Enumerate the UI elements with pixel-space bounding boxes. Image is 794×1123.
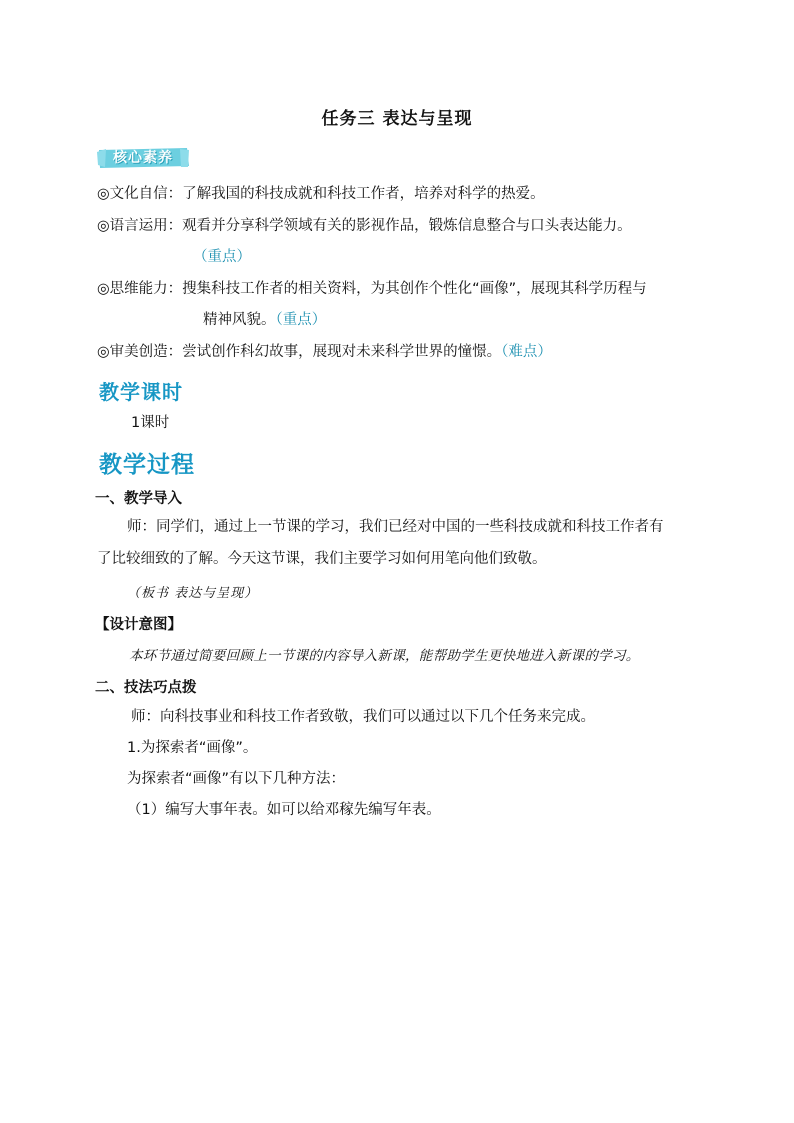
intro-paragraph-line2: 了比较细致的了解。今天这节课，我们主要学习如何用笔向他们致敬。 bbox=[97, 551, 547, 567]
core-literacy-badge bbox=[96, 146, 190, 170]
section-intro-heading: 一、教学导入 bbox=[95, 491, 182, 507]
design-intent-text: 本环节通过简要回顾上一节课的内容导入新课，能帮助学生更快地进入新课的学习。 bbox=[129, 648, 640, 664]
competency-text: 了解我国的科技成就和科技工作者，培养对科学的热爱。 bbox=[182, 186, 545, 202]
teaching-hours-heading: 教学课时 bbox=[99, 380, 183, 404]
techniques-line4: （1）编写大事年表。如可以给邓稼先编写年表。 bbox=[127, 802, 441, 818]
teaching-hours-value: 1课时 bbox=[131, 415, 170, 431]
difficulty-tag: （难点） bbox=[501, 344, 552, 360]
competency-culture bbox=[97, 184, 545, 204]
competency-label: ◎审美创造： bbox=[97, 344, 183, 360]
competency-text: 搜集科技工作者的相关资料，为其创作个性化“画像”，展现其科学历程与 bbox=[182, 281, 647, 297]
teaching-process-heading: 教学过程 bbox=[99, 452, 195, 478]
competency-label: ◎语言运用： bbox=[97, 218, 183, 234]
techniques-line1: 师：向科技事业和科技工作者致敬，我们可以通过以下几个任务来完成。 bbox=[131, 709, 595, 725]
competency-language bbox=[97, 216, 632, 236]
techniques-line2: 1.为探索者“画像”。 bbox=[127, 740, 258, 756]
section-techniques-heading: 二、技法巧点拨 bbox=[95, 680, 197, 696]
key-point-tag: （重点） bbox=[193, 249, 251, 265]
competency-aesthetic bbox=[97, 342, 552, 362]
design-intent-heading: 【设计意图】 bbox=[95, 617, 182, 633]
competency-label: ◎思维能力： bbox=[97, 281, 183, 297]
intro-paragraph-line1: 师：同学们，通过上一节课的学习，我们已经对中国的一些科技成就和科技工作者有 bbox=[127, 519, 664, 535]
techniques-line3: 为探索者“画像”有以下几种方法： bbox=[127, 771, 346, 787]
competency-text-cont: 精神风貌。 bbox=[203, 312, 276, 328]
competency-thinking-cont bbox=[203, 310, 326, 330]
competency-text: 观看并分享科学领域有关的影视作品，锻炼信息整合与口头表达能力。 bbox=[182, 218, 632, 234]
key-point-tag: （重点） bbox=[275, 312, 327, 328]
board-note: （板书 表达与呈现） bbox=[127, 586, 259, 601]
competency-text: 尝试创作科幻故事，展现对未来科学世界的憧憬。 bbox=[182, 344, 502, 360]
page-title: 任务三 表达与呈现 bbox=[321, 109, 473, 129]
competency-thinking bbox=[97, 279, 647, 299]
competency-label: ◎文化自信： bbox=[97, 186, 183, 202]
badge-label: 核心素养 bbox=[113, 150, 173, 166]
